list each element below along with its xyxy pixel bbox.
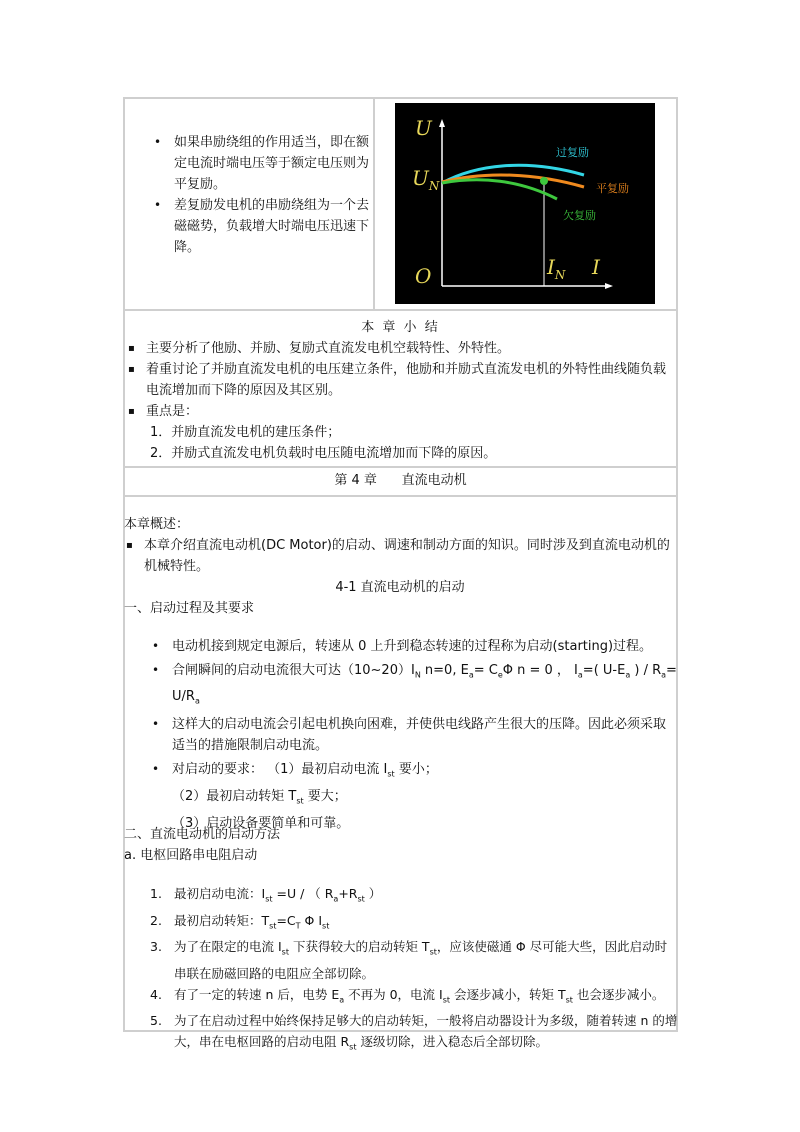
bullet-item: • 差复励发电机的串励绕组为一个去磁磁势，负载增大时端电压迅速下降。 <box>150 195 372 258</box>
subsection-title: 一、启动过程及其要求 <box>124 601 255 616</box>
summary-list <box>126 338 676 464</box>
req-line: （3）启动设备要简单和可靠。 <box>172 816 350 832</box>
top-cell-text <box>150 132 372 258</box>
row-divider <box>123 466 678 468</box>
curve-flat-label: 平复励 <box>596 182 629 195</box>
section-title: 4-1 直流电动机的启动 <box>335 580 465 595</box>
summary-item: ▪ 主要分析了他励、并励、复励式直流发电机空载特性、外特性。 <box>126 338 676 359</box>
overview-block <box>124 514 676 619</box>
req-line: （2）最初启动转矩 $T_{st}$ 要大； <box>172 788 347 806</box>
figure-background <box>395 103 655 304</box>
step-item: 5. 为了在启动过程中始终保持足够大的启动转矩，一般将启动器设计为多级，随着转速 n 的增大，串在电枢回路的启动电阻 $R_{st}$ 逐级切除，进入稳态后全部切除。 <box>150 1013 678 1052</box>
bullet-item: • 如果串励绕组的作用适当，即在额定电流时端电压等于额定电压则为平复励。 <box>150 132 372 195</box>
method-title: a. 电枢回路串电阻启动 <box>124 848 258 863</box>
row-divider <box>123 309 678 311</box>
origin-label: O <box>415 264 432 288</box>
curve-over-label: 过复励 <box>556 146 589 159</box>
summary-point: 2．并励式直流发电机负载时电压随电流增加而下降的原因。 <box>150 446 497 461</box>
req-bullet: • 这样大的启动电流会引起电机换向困难，并使供电线路产生很大的压降。因此必须采取适当的措施限制启动电流。 <box>148 714 678 756</box>
overview-label: 本章概述： <box>124 517 190 532</box>
summary-item: ▪ 着重讨论了并励直流发电机的电压建立条件，他励和并励式直流发电机的外特性曲线随负载电流增加而下降的原因及其区别。 <box>126 359 676 401</box>
step-item: 1. 最初启动电流：$I_{st} =U$ / （ $R_a+R_{st}$ ） <box>150 886 382 904</box>
in-label: $I_N$ <box>547 255 566 282</box>
un-label: $U_N$ <box>412 166 440 193</box>
start-methods <box>124 824 676 866</box>
overview-text: ▪ 本章介绍直流电动机(DC Motor)的启动、调速和制动方面的知识。同时涉及到直流电动机的机械特性。 <box>124 535 676 577</box>
summary-title: 本 章 小 结 <box>361 320 440 335</box>
method-steps <box>124 883 678 1058</box>
rated-point <box>540 177 548 185</box>
req-bullet: • 电动机接到规定电源后，转速从 0 上升到稳态转速的过程称为启动(starting)过程。 <box>148 636 678 657</box>
summary-item: ▪ 重点是： <box>126 401 676 422</box>
x-axis-label: I <box>592 255 600 279</box>
subsection-title: 二、直流电动机的启动方法 <box>124 827 281 842</box>
cell-divider <box>373 97 375 311</box>
row-divider <box>123 495 678 497</box>
y-axis-label: U <box>415 116 432 140</box>
summary-point: 1．并励直流发电机的建压条件； <box>150 425 341 440</box>
step-item: 4. 有了一定的转速 n 后，电势 $E_a$ 不再为 0，电流 $I_{st}$ 会逐步减小，转矩 $T_{st}$ 也会逐步减小。 <box>150 986 665 1004</box>
req-bullet: • 对启动的要求： （1）最初启动电流 $I_{st}$ 要小； <box>148 759 678 785</box>
compound-generator-figure <box>395 103 655 304</box>
req-bullet: • 合闸瞬间的启动电流很大可达$(10\sim 20)I_N$ n=0, $E_a= C_e\Phi$ n = 0 ， $I_a=$( $U-E_a$ ) / $R_a=$ $U/R_a$ <box>148 660 678 711</box>
start-requirements <box>148 636 678 835</box>
curve-under-label: 欠复励 <box>563 209 596 222</box>
chapter-title: 第 4 章 直流电动机 <box>334 473 467 488</box>
step-item: 2. 最初启动转矩：$T_{st}=C_T$ Φ $I_{st}$ <box>150 912 330 930</box>
step-item: 3. 为了在限定的电流 $I_{st}$ 下获得较大的启动转矩 $T_{st}$，应该使磁通 Φ 尽可能大些，因此启动时串联在励磁回路的电阻应全部切除。 <box>150 939 668 981</box>
